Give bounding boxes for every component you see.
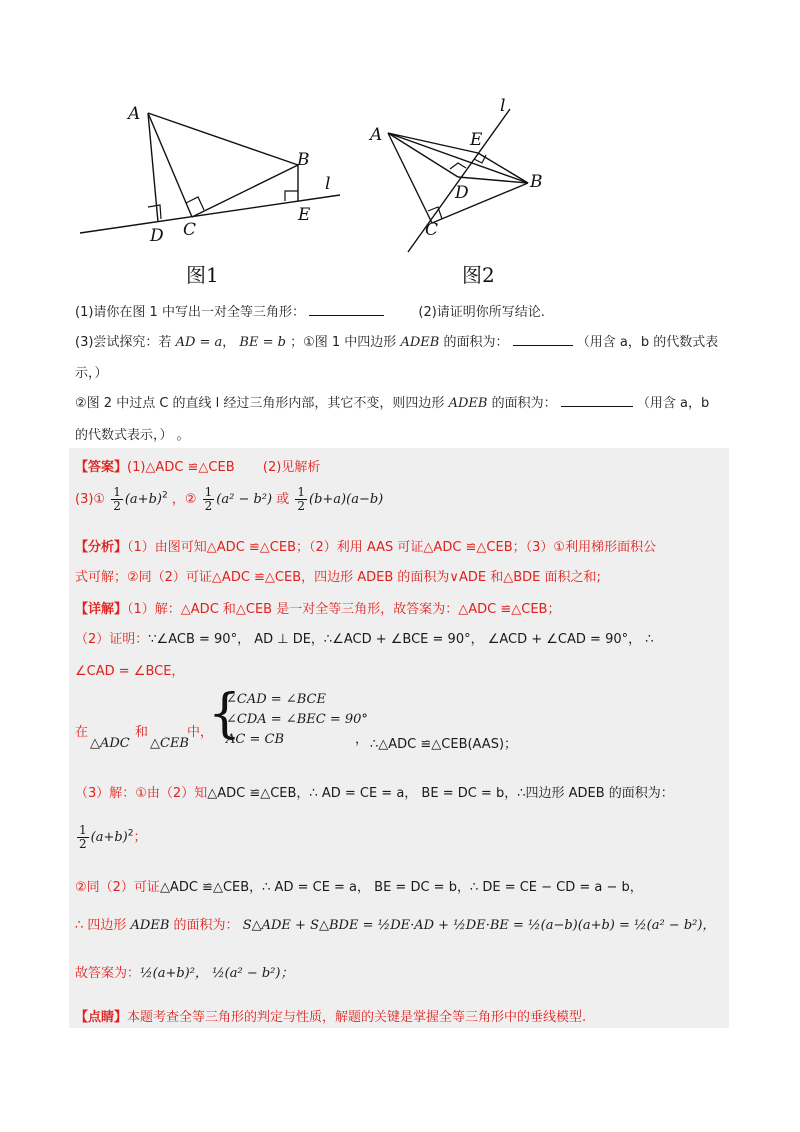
q3-blank-1 <box>513 345 573 346</box>
fig2-label-A: A <box>370 125 383 145</box>
question-line-1 <box>75 301 545 320</box>
detail-line-4-in: 在 <box>75 725 89 740</box>
segment-AC <box>148 113 192 217</box>
right-angle-D <box>450 163 466 169</box>
answer-line-1: 【答案】(1)△ADC ≌△CEB (2)见解析 <box>75 460 321 475</box>
detail-line-2: （2）证明：∵∠ACB = 90°， AD ⊥ DE，∴∠ACD + ∠BCE = 90°， ∠ACD + ∠CAD = 90°， ∴ <box>75 632 654 647</box>
system-eq-3: AC = CB <box>226 732 284 747</box>
right-angle-E <box>285 191 298 201</box>
tri-adc: △ADC <box>90 736 130 751</box>
fig1-label-B: B <box>297 150 310 170</box>
figure-2 <box>370 95 550 260</box>
conclusion-aas: ∴△ADC ≌△CEB(AAS)； <box>370 737 518 752</box>
detail-line-3: ∠CAD = ∠BCE， <box>75 664 185 679</box>
question-line-5: 的代数式表示，） 。 <box>75 428 190 443</box>
detail-line-4-and: 和 <box>135 725 149 740</box>
detail-line-6: $\frac{1}{2}$ $(a+b)^2$； <box>79 823 147 851</box>
fig1-caption: 图1 <box>186 263 219 287</box>
fig1-label-l: l <box>325 174 331 194</box>
detail-line-4-mid: 中， <box>187 725 214 740</box>
fig1-label-A: A <box>128 104 141 124</box>
detail-line-8: ∴ 四边形 ADEB 的面积为： S△ADE + S△BDE = ½DE·AD + ½DE·BE = ½(a−b)(a+b) = ½(a² − b²)， <box>75 918 716 933</box>
q2-text: (2)请证明你所写结论. <box>418 305 545 320</box>
fig2-label-B: B <box>530 172 543 192</box>
fig2-label-C: C <box>425 220 439 240</box>
fig1-label-E: E <box>298 205 311 225</box>
question-line-3: 示，） <box>75 366 108 381</box>
analysis-line-2: 式可解；②同（2）可证△ADC ≌△CEB，四边形 ADEB 的面积为∨ADE 和△BDE 面积之和; <box>75 570 601 585</box>
answer-line-2: (3)① $\frac{1}{2}$ $(a+b)^2$ ，② $\frac{1}{2}$ (a² − b²) 或 $\frac{1}{2}$ (b+a)(a−b) <box>75 485 384 513</box>
fig2-label-D: D <box>455 183 469 203</box>
system-brace: { <box>208 684 242 744</box>
detail-line-5: （3）解：①由（2）知△ADC ≌△CEB，∴ AD = CE = a， BE = DC = b，∴四边形 ADEB 的面积为： <box>75 786 674 801</box>
comment-line: 【点睛】本题考查全等三角形的判定与性质，解题的关键是掌握全等三角形中的垂线模型. <box>75 1010 587 1025</box>
system-comma: ， <box>355 732 369 747</box>
fig1-label-C: C <box>183 220 197 240</box>
fig1-label-D: D <box>150 226 164 246</box>
tri-ceb: △CEB <box>150 736 189 751</box>
detail-line-1: 【详解】（1）解：△ADC 和△CEB 是一对全等三角形，故答案为：△ADC ≌△CEB； <box>75 602 561 617</box>
figure-1 <box>70 95 360 255</box>
right-angle-D <box>148 205 161 219</box>
segment-AB <box>148 113 298 165</box>
segment-CB <box>432 183 528 223</box>
detail-line-9: 故答案为：½(a+b)²， ½(a² − b²)； <box>75 966 294 981</box>
q3-blank-2 <box>561 406 633 407</box>
detail-line-7: ②同（2）可证△ADC ≌△CEB，∴ AD = CE = a， BE = DC = b，∴ DE = CE − CD = a − b， <box>75 880 643 895</box>
analysis-line-1: 【分析】（1）由图可知△ADC ≌△CEB；（2）利用 AAS 可证△ADC ≌△CEB；（3）①利用梯形面积公 <box>75 540 657 555</box>
q1-blank <box>309 315 384 316</box>
system-eq-2: ∠CDA = ∠BEC = 90° <box>226 712 368 727</box>
segment-AE <box>388 133 478 153</box>
fig2-label-l: l <box>500 96 506 116</box>
fig2-label-E: E <box>470 130 483 150</box>
question-line-4: ②图 2 中过点 C 的直线 l 经过三角形内部，其它不变，则四边形 ADEB 的面积为： （用含 a，b <box>75 396 710 411</box>
fig2-caption: 图2 <box>462 263 495 287</box>
question-line-2: (3)尝试探究：若 AD = a， BE = b ；①图 1 中四边形 ADEB 的面积为： （用含 a，b 的代数式表 <box>75 335 719 350</box>
system-eq-1: ∠CAD = ∠BCE <box>226 692 326 707</box>
q1-text: (1)请你在图 1 中写出一对全等三角形： <box>75 305 305 320</box>
